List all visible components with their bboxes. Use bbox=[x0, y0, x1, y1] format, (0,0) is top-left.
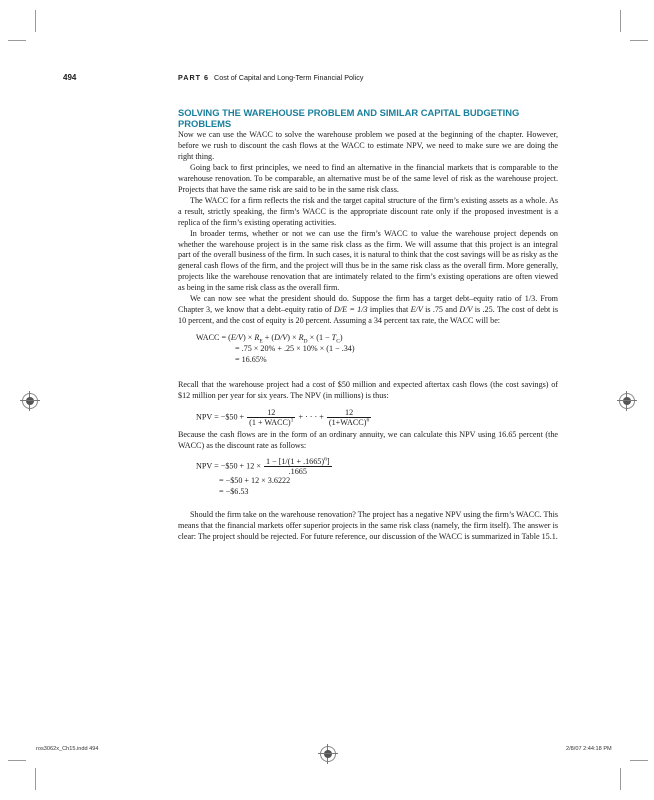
paragraph-3: The WACC for a firm reflects the risk and the target capital structure of the firm’s existing assets as a whole. As a result, strictly speaking, the firm’s WACC is the appropriate discount rate only if the proposed investment is a replica of the firm’s existing operating activities. bbox=[178, 195, 558, 227]
npv-line-2: = −$50 + 12 × 3.6222 bbox=[219, 475, 291, 485]
npv-line-3: = −$6.53 bbox=[219, 486, 249, 496]
paragraph-7: Because the cash flows are in the form of an ordinary annuity, we can calculate this NPV using 16.65 percent (the WACC) as the discount rate as follows: bbox=[178, 429, 558, 450]
crop-mark bbox=[35, 10, 36, 32]
wacc-equation bbox=[196, 333, 558, 366]
part-label: PART 6 bbox=[178, 73, 210, 82]
crop-mark bbox=[620, 10, 621, 32]
crop-mark bbox=[630, 40, 648, 41]
npv-equation-1: NPV = −$50 + $\frac{12}{(1 + WACC)^1}$ + · · · + $\frac{12}{(1+WACC)^6}$ bbox=[196, 407, 370, 427]
paragraph-1: Now we can use the WACC to solve the warehouse problem we posed at the beginning of the chapter. However, before we rush to discount the cash flows at the WACC to estimate NPV, we need to make sure we are doing the right thing. bbox=[178, 130, 558, 161]
wacc-line-3: = 16.65% bbox=[235, 355, 267, 365]
registration-mark-bottom bbox=[320, 746, 336, 762]
wacc-line-2: = .75 × 20% + .25 × 10% × (1 − .34) bbox=[235, 344, 355, 354]
crop-mark bbox=[630, 760, 648, 761]
crop-mark bbox=[8, 40, 26, 41]
wacc-line-1: WACC = $(E/V) \times R_E + (D/V) \times R_D \times (1 - T_C)$ bbox=[196, 333, 343, 345]
registration-mark-right bbox=[619, 393, 635, 409]
footer-file: ros3062x_Ch15.indd 494 bbox=[36, 746, 99, 752]
running-header bbox=[0, 73, 654, 87]
registration-mark-left bbox=[22, 393, 38, 409]
paragraph-6: Recall that the warehouse project had a cost of $50 million and expected aftertax cash flows (the cost savings) of $12 million per year for six years. The NPV (in millions) is thus: bbox=[178, 380, 558, 400]
page-number: 494 bbox=[63, 73, 77, 82]
body-text bbox=[178, 130, 558, 543]
npv-fraction-1: $\frac{12}{(1 + WACC)^1}$ bbox=[249, 407, 294, 427]
section-title: SOLVING THE WAREHOUSE PROBLEM AND SIMILAR CAPITAL BUDGETING PROBLEMS bbox=[178, 107, 520, 129]
npv-equation-2: NPV = −$50 + 12 × $\frac{1 - [1/(1 + .1665)^6]}{.1665}$ = −$50 + 12 × 3.6222 = −$6.53 bbox=[196, 457, 558, 498]
npv-fraction-6: $\frac{12}{(1+WACC)^6}$ bbox=[328, 407, 370, 427]
crop-mark bbox=[8, 760, 26, 761]
annuity-fraction: $\frac{1 - [1/(1 + .1665)^6]}{.1665}$ bbox=[265, 456, 330, 476]
footer-timestamp: 2/8/07 2:44:18 PM bbox=[566, 746, 612, 752]
crop-mark bbox=[620, 768, 621, 790]
paragraph-5: We can now see what the president should do. Suppose the firm has a target debt–equity ratio of 1/3. From Chapter 3, we know that a debt–equity ratio of D/E = 1/3 implies that E/V is .75 and D/V is .25. The cost of debt is 10 percent, and the cost of equity is 20 percent. Assuming a 34 percent tax rate, the WACC will be: bbox=[178, 294, 558, 326]
crop-mark bbox=[35, 768, 36, 790]
paragraph-8: Should the firm take on the warehouse renovation? The project has a negative NPV using the firm’s WACC. This means that the financial markets offer superior projects in the same risk class (namely, the firm itself). The answer is clear: The project should be rejected. For future reference, our discussion of the WACC is summarized in Table 15.1. bbox=[178, 509, 558, 541]
paragraph-2: Going back to first principles, we need to find an alternative in the financial markets that is comparable to the warehouse renovation. To be comparable, an alternative must be of the same level of risk as the warehouse project. Projects that have the same risk are said to be in the same risk class. bbox=[178, 162, 558, 194]
paragraph-4: In broader terms, whether or not we can use the firm’s WACC to value the warehouse project depends on whether the warehouse project is in the same risk class as the firm. We will assume that this project is an integral part of the overall business of the firm. In such cases, it is natural to think that the cost savings will be as risky as the general cash flows of the firm, and the project will thus be in the same risk class as the overall firm. More generally, projects like the warehouse renovation that are intimately related to the firm’s existing operations are often viewed as being in the same risk class as the overall firm. bbox=[178, 228, 558, 293]
part-heading bbox=[178, 73, 363, 82]
part-title: Cost of Capital and Long-Term Financial Policy bbox=[214, 73, 364, 82]
